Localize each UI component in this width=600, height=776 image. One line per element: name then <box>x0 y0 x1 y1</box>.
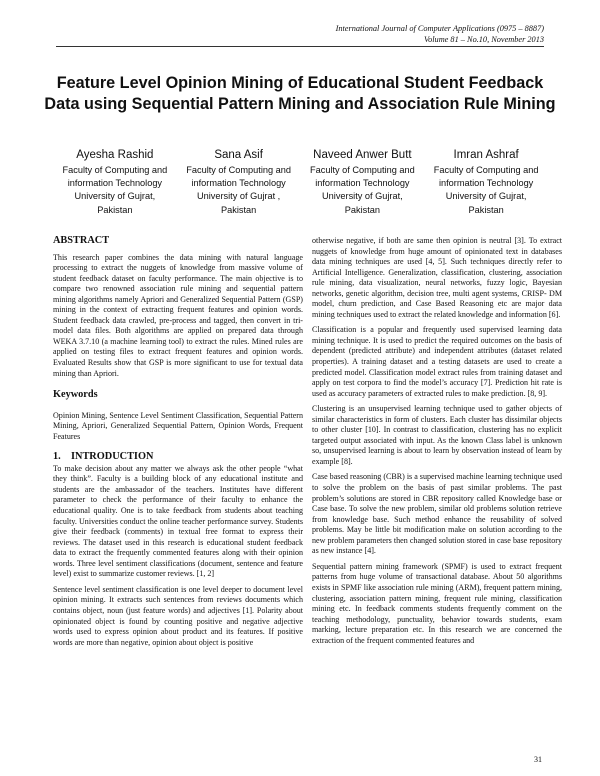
author-2 <box>177 148 301 217</box>
author-affiliation: Faculty of Computing and information Technology <box>62 165 168 189</box>
author-4 <box>424 148 548 217</box>
body-paragraph-2: Classification is a popular and frequently used supervised learning data mining technique. It is used to predict the required outcomes on the basis of dependent (predicted attribute) and independent attributes (dataset related properties). A training dataset and a testing datasets are used to create a predicted model. Classification model extract rules from training dataset and apply on test corpora to find the model’s accuracy [7]. Prediction hit rate is used as accuracy parameters of extracted rules to make prediction. [8, 9]. <box>312 325 562 398</box>
abstract-heading: ABSTRACT <box>53 235 110 246</box>
author-name: Naveed Anwer Butt <box>313 149 412 161</box>
author-country: Pakistan <box>97 204 133 215</box>
author-affiliation: Faculty of Computing and information Technology <box>433 165 539 189</box>
intro-paragraph-1: To make decision about any matter we always ask the other people “what they think”. Faculty is a building block of any educational institute and students are the ambassador of the teachers. Institutes have different parameter to check the performance of their faculty to enhance the educational quality. One is to take feedback from students about teaching faculty. Universities conduct the online teacher performance survey. Students give their feedback (comments) in textual free format to express their reviews. The dataset used in this research is educational student feedback data to extract the frequently commented features along with their opinion words. Three level sentiment classifications (document, sentence and feature level) exist to summarize customer reviews. [1, 2] <box>53 463 303 579</box>
author-1 <box>53 148 177 217</box>
author-name: Imran Ashraf <box>453 149 519 161</box>
author-affiliation: Faculty of Computing and information Technology <box>186 165 291 189</box>
author-country: Pakistan <box>221 204 257 215</box>
author-university: University of Gujrat, <box>322 191 403 202</box>
author-university: University of Gujrat, <box>74 191 156 202</box>
introduction-heading <box>53 452 303 463</box>
author-block <box>53 148 548 217</box>
body-paragraph-1: otherwise negative, if both are same then opinion is neutral [3]. To extract nuggets of knowledge from huge amount of opinionated text in databases data mining techniques are used [4, 5]. Such techniques directly refer to Artificial Intelligence. Generalization, classification, clustering, association rule mining, data visualization, neural networks, fuzzy logic, Bayesian networks, genetic algorithm, decision tree, multi agent systems, CRISP- DM model, churn prediction, and Case Based Reasoning etc are major data mining techniques used to extract the related knowledge and information [6]. <box>312 236 562 319</box>
author-university: University of Gujrat, <box>445 191 527 202</box>
left-column <box>53 236 303 653</box>
author-affiliation: Faculty of Computing and information Technology <box>310 165 415 189</box>
author-3 <box>301 148 425 217</box>
author-country: Pakistan <box>344 204 380 215</box>
page-number: 31 <box>534 755 542 764</box>
right-column <box>312 236 562 651</box>
author-university: University of Gujrat , <box>197 191 281 202</box>
keywords-text: Opinion Mining, Sentence Level Sentiment Classification, Sequential Pattern Mining, Apriori, Generalized Sequential Pattern, Opinion Words, Frequent Features <box>53 410 303 441</box>
body-paragraph-5: Sequential pattern mining framework (SPMF) is used to extract frequent patterns from huge volume of transactional database. About 50 algorithms exists in SPMF like association rule mining (ARM), frequent pattern mining, clustering, association pattern mining, frequent rule mining, classification mining etc. In feedback comments students frequently comment on the teaching methodology, punctuality, behavior towards students, exam marking, lecture preparation etc. In this research we are concerned the extraction of the frequent commented features and <box>312 561 562 645</box>
section-number: 1. <box>53 451 61 463</box>
header-rule <box>56 46 544 47</box>
section-title: INTRODUCTION <box>71 451 154 463</box>
body-paragraph-3: Clustering is an unsupervised learning technique used to gather objects of similar characteristics in form of clusters. Each cluster has dissimilar objects to other cluster [10]. In contrast to classification, clustering has no explicit targeted output associated with input. As the known Class label is unknown so, unsupervised learning is about to learn by observation instead of learn by example [8]. <box>312 404 562 466</box>
journal-name: International Journal of Computer Applications (0975 – 8887) <box>335 24 544 33</box>
author-name: Ayesha Rashid <box>76 149 154 161</box>
paper-title: Feature Level Opinion Mining of Educational Student Feedback Data using Sequential Pattern Mining and Association Rule Mining <box>44 74 556 113</box>
journal-header <box>336 24 544 45</box>
intro-paragraph-2: Sentence level sentiment classification is one level deeper to document level opinion mining. It extracts such sentences from reviews documents which contains object, noun (just feature words) and adjectives [1]. Polarity about opinionated object is found by counting positive and negative adjective words used to express opinion about product and its features. If positive words are more than negative, opinion about object is positive <box>53 584 303 647</box>
body-paragraph-4: Case based reasoning (CBR) is a supervised machine learning technique used to solve the problem on the basis of past similar problems. The past problem’s solutions are stored in CBR repository called Knowledge base or Case base. To solve the new problem, similar old problems solution retrieve from knowledge base. Such method enhance the reusability of solved problems. May be little bit modification make on solution according to the new problem parameters then changed solution stored in case base repository as new instance [4]. <box>312 472 562 556</box>
keywords-heading: Keywords <box>53 389 98 401</box>
author-country: Pakistan <box>468 204 504 215</box>
abstract-text: This research paper combines the data mining with natural language processing to extract the nuggets of knowledge from massive volume of student feedback dataset on faculty performance. The main objective is to compare two renowned association rule mining and sequential pattern mining algorithms namely Apriori and Generalized Sequential Pattern (GSP) mining in the context of extracting frequent features and opinion words. Student feedback data crawled, pre-process and tagged, then convert in tri-model data files. Both algorithms are applied on prepared data through WEKA 3.7.10 (a machine learning tool) to extract the rules. Mined rules are applied on testing files to extract frequent features and opinion words. Evaluated Results show that GSP is more significant to use for textual data mining than Apriori. <box>53 252 303 378</box>
author-name: Sana Asif <box>214 149 263 161</box>
journal-volume: Volume 81 – No.10, November 2013 <box>423 34 544 44</box>
